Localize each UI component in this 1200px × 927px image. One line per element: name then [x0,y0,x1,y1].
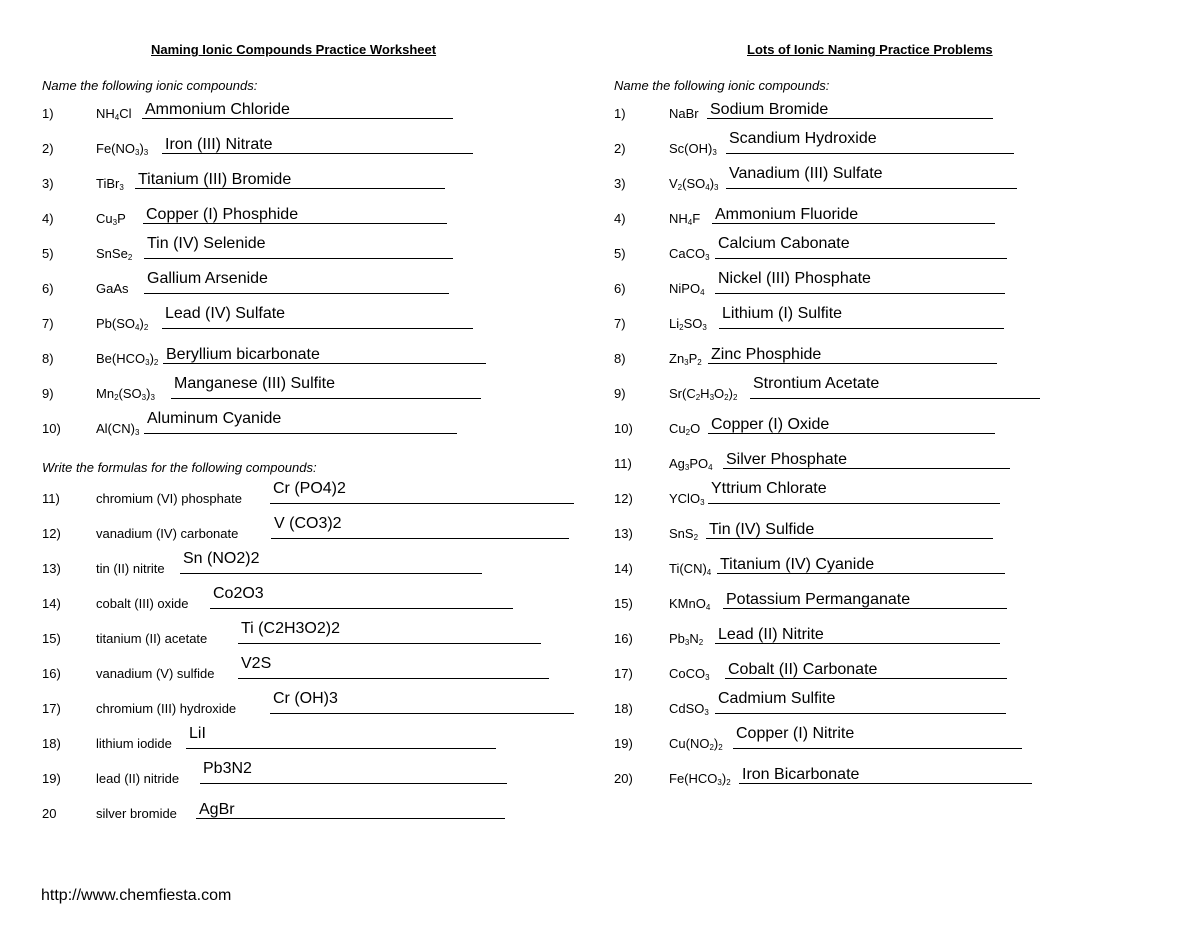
question-row [600,725,1200,755]
question-prompt: $NH_4F$ [669,211,701,227]
question-row [600,305,1200,335]
handwritten-answer: Co2O3 [213,585,264,602]
question-number: 7) [42,316,54,331]
answer-underline [708,503,1000,504]
handwritten-answer: Yttrium Chlorate [711,480,827,497]
question-number: 5) [614,246,626,261]
question-prompt: $V_2(SO_4)_3$ [669,176,719,192]
answer-field[interactable] [739,758,1032,784]
question-number: 2) [614,141,626,156]
answer-underline [712,223,995,224]
question-number: 17) [614,666,633,681]
handwritten-answer: V2S [241,655,272,672]
question-prompt: lithium iodide [96,736,172,751]
question-row [600,445,1200,475]
question-row [600,480,1200,510]
question-number: 3) [614,176,626,191]
question-prompt: $Ti(CN)_4$ [669,561,712,577]
handwritten-answer: Zinc Phosphide [711,346,822,363]
question-row [600,585,1200,615]
question-prompt: $Mn_2(SO_3)_3$ [96,386,155,402]
question-row [0,725,600,755]
left-instructions-formulas: Write the formulas for the following compounds: [42,460,317,475]
question-row [0,165,600,195]
handwritten-answer: Strontium Acetate [753,375,880,392]
question-prompt: GaAs [96,281,129,296]
answer-field[interactable] [171,373,481,399]
handwritten-answer: Aluminum Cyanide [147,410,282,427]
answer-underline [707,118,993,119]
question-prompt: TiBr$_3$ [96,176,124,192]
question-row [600,200,1200,230]
handwritten-answer: AgBr [199,801,235,818]
question-prompt: $Pb(SO_4)_2$ [96,316,149,332]
handwritten-answer: Sn (NO2)2 [183,550,260,567]
answer-underline [180,573,482,574]
question-row [0,270,600,300]
question-prompt: $Sr(C_2H_3O_2)_2$ [669,386,738,402]
question-row [600,235,1200,265]
question-row [0,200,600,230]
handwritten-answer: LiI [189,725,206,742]
question-prompt: $Al(CN)_3$ [96,421,140,437]
answer-field[interactable] [723,443,1010,469]
question-number: 10) [614,421,633,436]
answer-underline [726,188,1017,189]
handwritten-answer: V (CO3)2 [274,515,342,532]
handwritten-answer: Nickel (III) Phosphate [718,270,871,287]
right-title: Lots of Ionic Naming Practice Problems [747,42,993,57]
question-prompt: NaBr [669,106,699,121]
question-number: 20 [42,806,57,821]
question-prompt: YClO$_3$ [669,491,705,507]
handwritten-answer: Ti (C2H3O2)2 [241,620,340,637]
question-prompt: $Li_2SO_3$ [669,316,707,332]
question-prompt: SnSe$_2$ [96,246,133,262]
question-row [600,515,1200,545]
answer-underline [725,678,1007,679]
answer-field[interactable] [717,548,1005,574]
answer-field[interactable] [144,268,449,294]
handwritten-answer: Cobalt (II) Carbonate [728,661,878,678]
question-prompt: $Be(HCO_3)_2$ [96,351,159,367]
question-row [0,620,600,650]
question-prompt: $Zn_3P_2$ [669,351,702,367]
answer-underline [739,783,1032,784]
answer-underline [270,713,574,714]
question-number: 16) [42,666,61,681]
answer-field[interactable] [725,653,1007,679]
question-number: 15) [614,596,633,611]
question-number: 4) [42,211,54,226]
question-row [0,550,600,580]
question-prompt: cobalt (III) oxide [96,596,189,611]
question-prompt: $Fe(NO_3)_3$ [96,141,149,157]
question-number: 11) [42,491,60,506]
question-row [0,760,600,790]
question-row [600,95,1200,125]
question-row [0,795,600,825]
handwritten-answer: Vanadium (III) Sulfate [729,165,883,182]
question-row [600,375,1200,405]
answer-field[interactable] [271,513,569,539]
question-row [0,340,600,370]
answer-underline [719,328,1004,329]
answer-underline [200,783,507,784]
answer-field[interactable] [180,548,482,574]
question-number: 8) [614,351,626,366]
answer-field[interactable] [210,583,513,609]
handwritten-answer: Scandium Hydroxide [729,130,877,147]
question-row [0,375,600,405]
handwritten-answer: Titanium (III) Bromide [138,171,292,188]
question-number: 15) [42,631,61,646]
answer-underline [238,643,541,644]
handwritten-answer: Copper (I) Oxide [711,416,830,433]
answer-underline [144,433,457,434]
question-row [0,655,600,685]
question-prompt: $Ag_3PO_4$ [669,456,713,472]
answer-field[interactable] [708,408,995,434]
question-prompt: $Cu(NO_2)_2$ [669,736,723,752]
answer-field[interactable] [135,163,445,189]
handwritten-answer: Lead (IV) Sulfate [165,305,286,322]
answer-field[interactable] [162,303,473,329]
question-row [600,410,1200,440]
answer-field[interactable] [186,723,496,749]
question-prompt: chromium (VI) phosphate [96,491,242,506]
question-prompt: $Sc(OH)_3$ [669,141,717,157]
question-number: 2) [42,141,54,156]
question-number: 18) [614,701,633,716]
answer-underline [135,188,445,189]
question-row [0,480,600,510]
question-prompt: tin (II) nitrite [96,561,165,576]
question-number: 12) [614,491,633,506]
question-row [600,550,1200,580]
question-row [0,305,600,335]
question-number: 11) [614,456,632,471]
question-number: 14) [42,596,61,611]
question-number: 17) [42,701,61,716]
handwritten-answer: Silver Phosphate [726,451,847,468]
question-row [600,760,1200,790]
answer-field[interactable] [723,583,1007,609]
handwritten-answer: Beryllium bicarbonate [166,346,320,363]
answer-field[interactable] [196,793,505,819]
question-prompt: $Cu_3P$ [96,211,126,227]
answer-underline [708,433,995,434]
question-prompt: CdSO$_3$ [669,701,709,717]
question-prompt: CoCO$_3$ [669,666,710,682]
answer-field[interactable] [143,198,447,224]
left-title: Naming Ionic Compounds Practice Worksheet [151,42,437,57]
handwritten-answer: Titanium (IV) Cyanide [720,556,875,573]
answer-field[interactable] [706,513,993,539]
answer-field[interactable] [750,373,1040,399]
answer-field[interactable] [726,163,1017,189]
handwritten-answer: Cadmium Sulfite [718,690,836,707]
answer-underline [715,713,1006,714]
question-number: 18) [42,736,61,751]
question-row [0,130,600,160]
answer-underline [723,608,1007,609]
question-prompt: CaCO$_3$ [669,246,710,262]
question-number: 9) [614,386,626,401]
question-prompt: $Pb_3N_2$ [669,631,704,647]
answer-underline [723,468,1010,469]
question-row [600,340,1200,370]
handwritten-answer: Cr (OH)3 [273,690,338,707]
handwritten-answer: Iron Bicarbonate [742,766,860,783]
handwritten-answer: Tin (IV) Selenide [147,235,266,252]
question-prompt: $NH_4Cl$ [96,106,132,122]
answer-field[interactable] [712,198,995,224]
handwritten-answer: Copper (I) Phosphide [146,206,299,223]
question-prompt: lead (II) nitride [96,771,180,786]
answer-underline [715,643,1000,644]
answer-underline [143,223,447,224]
answer-field[interactable] [163,338,486,364]
answer-field[interactable] [144,408,457,434]
question-row [0,690,600,720]
question-number: 4) [614,211,626,226]
question-prompt: NiPO$_4$ [669,281,705,297]
answer-field[interactable] [270,478,574,504]
question-prompt: $Fe(HCO_3)_2$ [669,771,731,787]
answer-underline [196,818,505,819]
question-number: 1) [614,106,626,121]
question-prompt: chromium (III) hydroxide [96,701,237,716]
question-prompt: KMnO$_4$ [669,596,711,612]
question-number: 3) [42,176,54,191]
answer-field[interactable] [719,303,1004,329]
handwritten-answer: Ammonium Chloride [145,101,290,118]
question-number: 19) [42,771,61,786]
question-row [0,515,600,545]
answer-field[interactable] [142,93,453,119]
handwritten-answer: Iron (III) Nitrate [165,136,273,153]
question-number: 7) [614,316,626,331]
left-instructions-naming: Name the following ionic compounds: [42,78,258,93]
answer-field[interactable] [162,128,473,154]
answer-underline [163,363,486,364]
answer-underline [715,258,1007,259]
question-row [0,95,600,125]
answer-field[interactable] [726,128,1014,154]
answer-field[interactable] [200,758,507,784]
answer-underline [271,538,569,539]
answer-underline [750,398,1040,399]
question-number: 10) [42,421,61,436]
answer-underline [210,608,513,609]
handwritten-answer: Ammonium Fluoride [715,206,859,223]
answer-underline [162,153,473,154]
question-row [0,410,600,440]
answer-underline [142,118,453,119]
handwritten-answer: Potassium Permanganate [726,591,911,608]
answer-field[interactable] [708,478,1000,504]
answer-underline [144,293,449,294]
footer-url: http://www.chemfiesta.com [41,887,232,904]
handwritten-answer: Tin (IV) Sulfide [709,521,815,538]
handwritten-answer: Manganese (III) Sulfite [174,375,335,392]
question-number: 6) [614,281,626,296]
answer-field[interactable] [707,93,993,119]
question-prompt: silver bromide [96,806,177,821]
question-row [600,130,1200,160]
answer-underline [171,398,481,399]
question-number: 6) [42,281,54,296]
question-number: 13) [614,526,633,541]
question-row [0,235,600,265]
question-prompt: $Cu_2O$ [669,421,701,437]
answer-field[interactable] [238,618,541,644]
question-prompt: SnS$_2$ [669,526,699,542]
question-row [0,585,600,615]
answer-field[interactable] [270,688,574,714]
question-prompt: titanium (II) acetate [96,631,208,646]
handwritten-answer: Gallium Arsenide [147,270,268,287]
answer-field[interactable] [715,268,1005,294]
question-row [600,270,1200,300]
question-number: 20) [614,771,633,786]
handwritten-answer: Pb3N2 [203,760,252,777]
answer-underline [708,363,997,364]
question-row [600,690,1200,720]
question-row [600,620,1200,650]
handwritten-answer: Calcium Cabonate [718,235,850,252]
question-number: 12) [42,526,61,541]
answer-field[interactable] [733,723,1022,749]
answer-field[interactable] [144,233,453,259]
question-number: 13) [42,561,61,576]
question-prompt: vanadium (IV) carbonate [96,526,239,541]
answer-underline [715,293,1005,294]
answer-underline [238,678,549,679]
answer-field[interactable] [238,653,549,679]
answer-underline [270,503,574,504]
question-number: 8) [42,351,54,366]
handwritten-answer: Lead (II) Nitrite [718,626,824,643]
answer-underline [726,153,1014,154]
handwritten-answer: Lithium (I) Sulfite [722,305,843,322]
answer-underline [186,748,496,749]
handwritten-answer: Copper (I) Nitrite [736,725,855,742]
question-number: 1) [42,106,54,121]
right-instructions-naming: Name the following ionic compounds: [614,78,830,93]
question-prompt: vanadium (V) sulfide [96,666,215,681]
answer-field[interactable] [715,233,1007,259]
question-row [600,165,1200,195]
question-number: 9) [42,386,54,401]
question-number: 5) [42,246,54,261]
answer-underline [706,538,993,539]
answer-underline [717,573,1005,574]
handwritten-answer: Sodium Bromide [710,101,829,118]
answer-field[interactable] [708,338,997,364]
question-number: 14) [614,561,633,576]
answer-field[interactable] [715,688,1006,714]
answer-field[interactable] [715,618,1000,644]
answer-underline [162,328,473,329]
question-number: 16) [614,631,633,646]
question-row [600,655,1200,685]
question-number: 19) [614,736,633,751]
handwritten-answer: Cr (PO4)2 [273,480,346,497]
answer-underline [733,748,1022,749]
answer-underline [144,258,453,259]
